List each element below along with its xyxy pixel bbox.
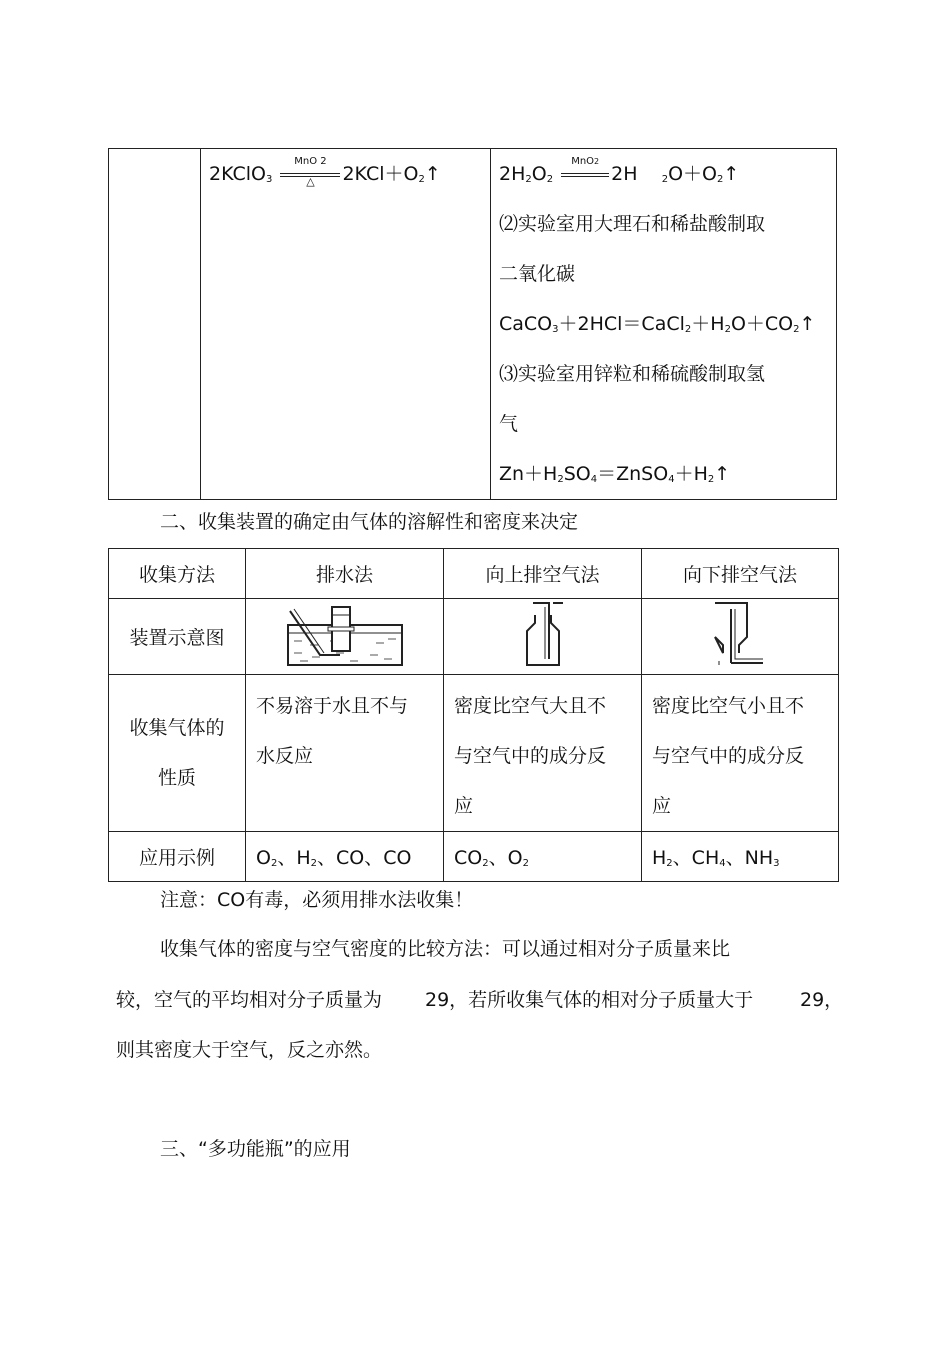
upward-diagram-cell <box>444 599 642 675</box>
example-water: $O_2$、$H_2$、CO、CO <box>246 832 444 882</box>
paragraph-line-2c: 29， <box>800 989 844 1011</box>
caco3-equation: $CaCO_3+2HCl=CaCl_2+H_2O+CO_2↑$ <box>499 313 816 335</box>
reaction-table <box>108 148 837 500</box>
diagram-label: 装置示意图 <box>109 599 246 675</box>
property-upward: 密度比空气大且不 与空气中的成分反 应 <box>444 675 642 832</box>
note-line: 注意：CO有毒，必须用排水法收集！ <box>160 889 474 911</box>
h2o2-equation: $2H_2O_2$ MnO2 2H $_2O+O_2↑$ <box>499 149 836 199</box>
header-method: 收集方法 <box>109 549 246 599</box>
header-downward: 向下排空气法 <box>642 549 839 599</box>
lab-prep-cell <box>491 149 837 500</box>
kclo3-cell <box>201 149 491 500</box>
zn-equation: $Zn+H_2SO_4=ZnSO_4+H_2↑$ <box>499 463 731 485</box>
paragraph-line-2b: 29，若所收集气体的相对分子质量大于 <box>425 989 754 1011</box>
downward-diagram-cell <box>642 599 839 675</box>
paragraph-line-3: 则其密度大于空气，反之亦然。 <box>116 1039 383 1061</box>
header-water: 排水法 <box>246 549 444 599</box>
property-water: 不易溶于水且不与 水反应 <box>246 675 444 832</box>
header-upward: 向上排空气法 <box>444 549 642 599</box>
paragraph-line-1: 收集气体的密度与空气密度的比较方法：可以通过相对分子质量来比 <box>160 938 731 960</box>
kclo3-equation: 2KClO$_3$ MnO 2 △ $2KCl+O_2↑$ <box>209 155 441 188</box>
catalyst-mark: MnO2 <box>559 160 611 190</box>
item2-line1: ⑵实验室用大理石和稀盐酸制取 <box>499 213 766 235</box>
item2-line2: 二氧化碳 <box>499 263 576 285</box>
collection-table <box>108 548 839 882</box>
property-label: 收集气体的 性质 <box>109 675 246 832</box>
item3-line2: 气 <box>499 413 519 435</box>
downward-displacement-diagram <box>705 599 775 669</box>
water-displacement-diagram <box>280 601 410 667</box>
example-label: 应用示例 <box>109 832 246 882</box>
example-downward: $H_2$、$CH_4$、$NH_3$ <box>642 832 839 882</box>
property-downward: 密度比空气小且不 与空气中的成分反 应 <box>642 675 839 832</box>
upward-displacement-diagram <box>513 599 573 669</box>
item3-line1: ⑶实验室用锌粒和稀硫酸制取氢 <box>499 363 766 385</box>
empty-cell <box>109 149 201 500</box>
paragraph-line-2a: 较，空气的平均相对分子质量为 <box>116 989 383 1011</box>
water-diagram-cell <box>246 599 444 675</box>
example-upward: $CO_2$、$O_2$ <box>444 832 642 882</box>
catalyst-mark: MnO 2 △ <box>278 160 342 190</box>
section-heading-2: 二、收集装置的确定由气体的溶解性和密度来决定 <box>160 511 579 533</box>
section-heading-3: 三、“多功能瓶”的应用 <box>160 1138 351 1160</box>
